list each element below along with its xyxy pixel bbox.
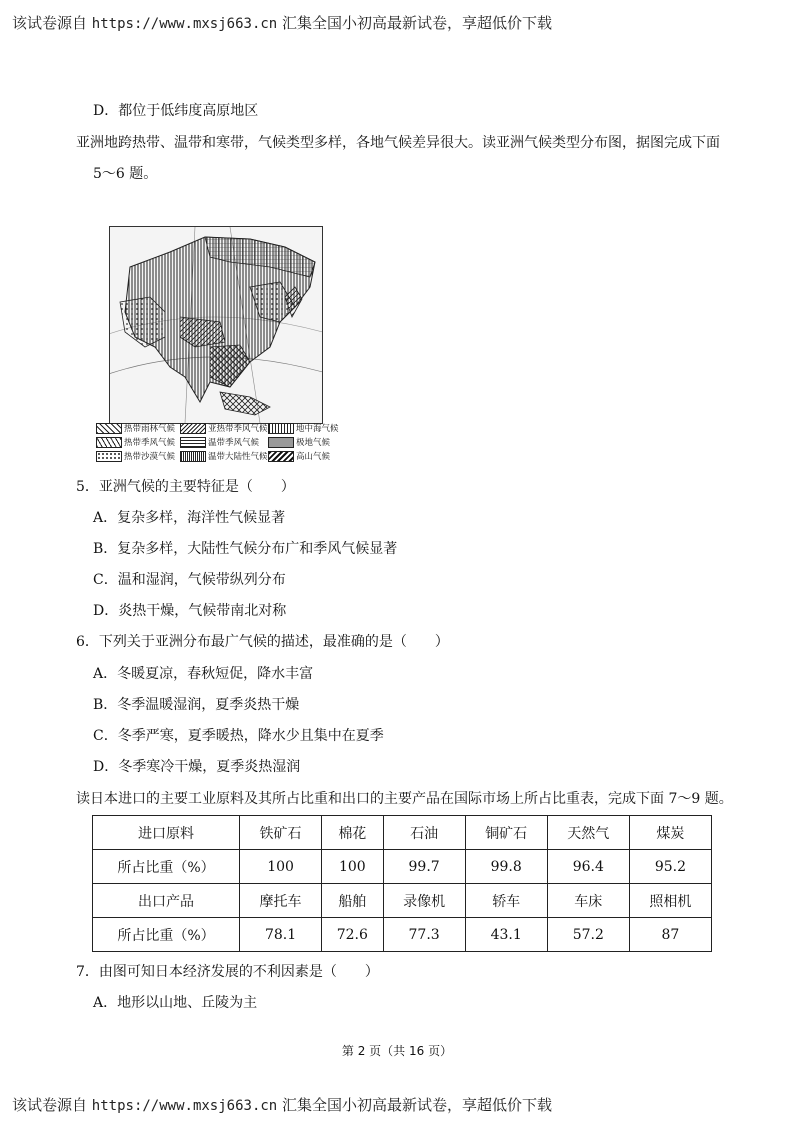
- table-cell: 石油: [383, 816, 465, 850]
- table-cell: 轿车: [465, 884, 547, 918]
- table-cell: 所占比重（%）: [93, 918, 240, 952]
- table-cell: 录像机: [383, 884, 465, 918]
- table-cell: 72.6: [322, 918, 383, 952]
- intro-line-1: 亚洲地跨热带、温带和寒带，气候类型多样，各地气候差异很大。读亚洲气候类型分布图，据图完成下面: [76, 135, 720, 151]
- q6-option-b: B．冬季温暖湿润，夏季炎热干燥: [93, 697, 300, 713]
- table-cell: 96.4: [547, 850, 629, 884]
- table-cell: 95.2: [629, 850, 711, 884]
- table-cell: 船舶: [322, 884, 383, 918]
- table-cell: 天然气: [547, 816, 629, 850]
- table-cell: 摩托车: [240, 884, 322, 918]
- japan-trade-table: [92, 815, 712, 952]
- table-cell: 煤炭: [629, 816, 711, 850]
- footer-suffix: 汇集全国小初高最新试卷，享超低价下载: [282, 1096, 553, 1114]
- table-cell: 出口产品: [93, 884, 240, 918]
- legend-item: 高山气候: [268, 450, 330, 462]
- table-cell: 照相机: [629, 884, 711, 918]
- table-cell: 77.3: [383, 918, 465, 952]
- q5-option-a: A．复杂多样，海洋性气候显著: [93, 510, 286, 526]
- legend-item: 温带季风气候: [180, 436, 259, 448]
- legend-swatch: [268, 437, 294, 448]
- table-cell: 铜矿石: [465, 816, 547, 850]
- legend-swatch: [180, 451, 206, 462]
- header-suffix: 汇集全国小初高最新试卷，享超低价下载: [282, 14, 553, 32]
- table-cell: 铁矿石: [240, 816, 322, 850]
- q6-option-c: C．冬季严寒，夏季暖热，降水少且集中在夏季: [93, 728, 384, 744]
- legend-swatch: [96, 437, 122, 448]
- table-row: [93, 918, 712, 952]
- q6-option-a: A．冬暖夏凉，春秋短促，降水丰富: [93, 666, 314, 682]
- map-svg: [110, 227, 322, 423]
- legend-item: 亚热带季风气候: [180, 422, 268, 434]
- intro-line-2: 5～6 题。: [93, 166, 158, 182]
- table-row: [93, 816, 712, 850]
- q7-option-a: A．地形以山地、丘陵为主: [93, 995, 258, 1011]
- header-prefix: 该试卷源自: [12, 14, 88, 32]
- legend-swatch: [96, 423, 122, 434]
- prev-option-d: D．都位于低纬度高原地区: [93, 103, 259, 119]
- table-cell: 100: [240, 850, 322, 884]
- legend-swatch: [180, 423, 206, 434]
- table-cell: 棉花: [322, 816, 383, 850]
- asia-climate-map: [109, 226, 323, 424]
- footer-url[interactable]: https://www.mxsj663.cn: [91, 1098, 278, 1114]
- table-cell: 车床: [547, 884, 629, 918]
- table-cell: 99.8: [465, 850, 547, 884]
- legend-item: 热带沙漠气候: [96, 450, 175, 462]
- legend-swatch: [180, 437, 206, 448]
- q6-stem: 6．下列关于亚洲分布最广气候的描述，最准确的是（ ）: [76, 634, 449, 650]
- legend-item: 地中海气候: [268, 422, 339, 434]
- legend-item: 温带大陆性气候: [180, 450, 268, 462]
- table-cell: 43.1: [465, 918, 547, 952]
- table-cell: 100: [322, 850, 383, 884]
- footer-prefix: 该试卷源自: [12, 1096, 88, 1114]
- table-row: [93, 884, 712, 918]
- q6-option-d: D．冬季寒冷干燥，夏季炎热湿润: [93, 759, 301, 775]
- legend-item: 热带季风气候: [96, 436, 175, 448]
- table-cell: 99.7: [383, 850, 465, 884]
- q5-option-b: B．复杂多样，大陆性气候分布广和季风气候显著: [93, 541, 398, 557]
- table-intro: 读日本进口的主要工业原料及其所占比重和出口的主要产品在国际市场上所占比重表，完成下面 7～9 题。: [76, 791, 733, 807]
- source-footer: [12, 1094, 552, 1115]
- legend-swatch: [268, 451, 294, 462]
- page-number: 第 2 页（共 16 页）: [341, 1044, 453, 1058]
- legend-swatch: [268, 423, 294, 434]
- legend-swatch: [96, 451, 122, 462]
- table-cell: 87: [629, 918, 711, 952]
- header-url[interactable]: https://www.mxsj663.cn: [91, 16, 278, 32]
- q5-stem: 5．亚洲气候的主要特征是（ ）: [76, 479, 295, 495]
- legend-item: 极地气候: [268, 436, 330, 448]
- q7-stem: 7．由图可知日本经济发展的不利因素是（ ）: [76, 964, 379, 980]
- table-cell: 78.1: [240, 918, 322, 952]
- q5-option-d: D．炎热干燥，气候带南北对称: [93, 603, 287, 619]
- table-cell: 57.2: [547, 918, 629, 952]
- table-cell: 所占比重（%）: [93, 850, 240, 884]
- legend-item: 热带雨林气候: [96, 422, 175, 434]
- source-header: [12, 12, 552, 33]
- map-legend: [96, 422, 356, 466]
- q5-option-c: C．温和湿润，气候带纵列分布: [93, 572, 286, 588]
- table-cell: 进口原料: [93, 816, 240, 850]
- table-row: [93, 850, 712, 884]
